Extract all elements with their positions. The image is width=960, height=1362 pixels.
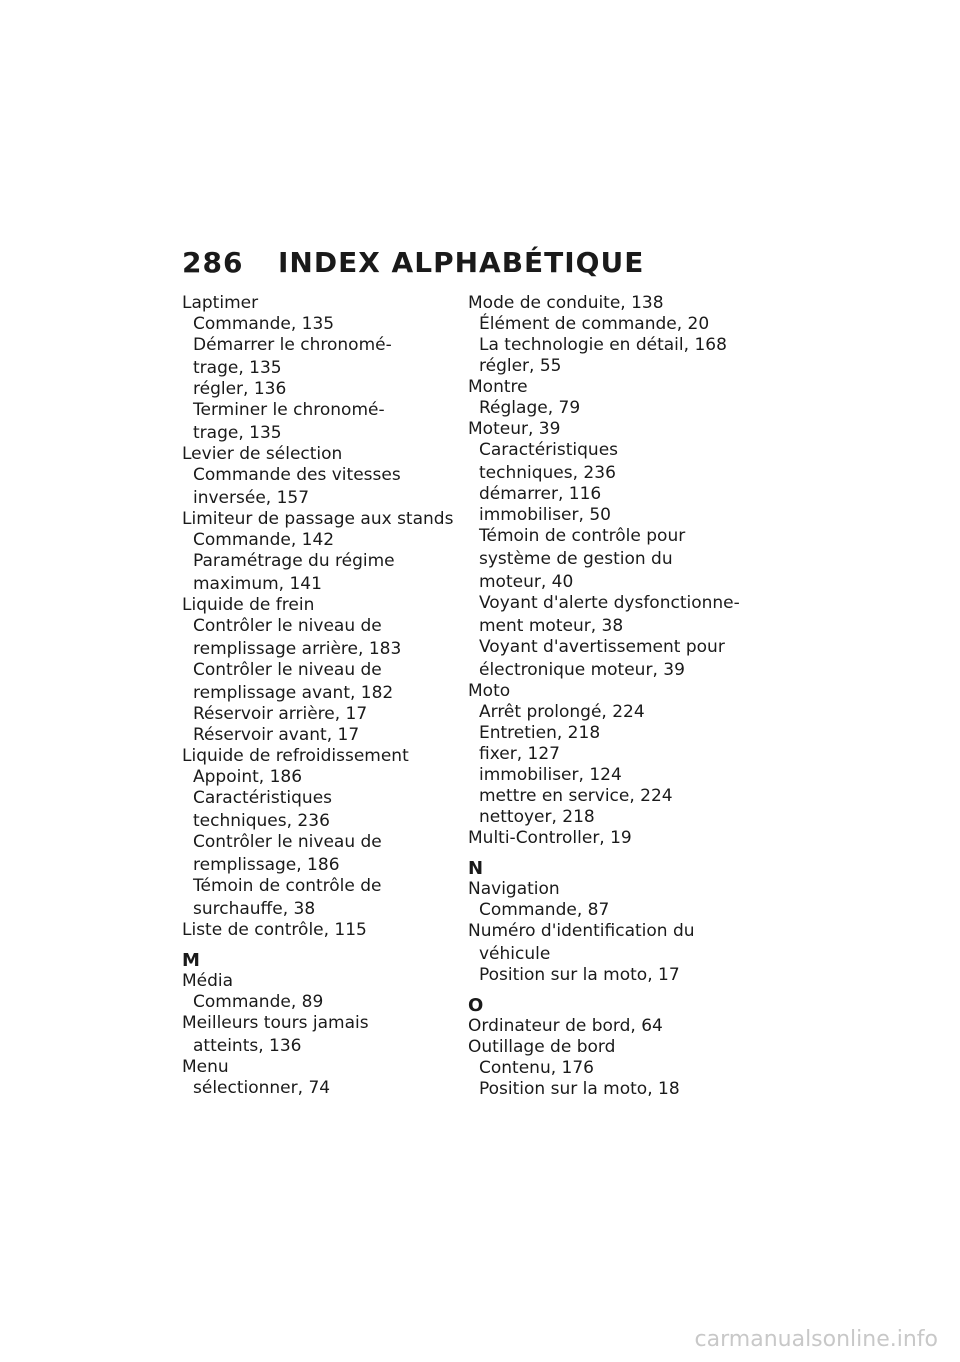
index-subentry: trage, 135 bbox=[193, 423, 282, 443]
index-subentry: Démarrer le chronomé- bbox=[193, 335, 392, 355]
index-subentry: surchauffe, 38 bbox=[193, 899, 316, 919]
index-subentry: Commande, 135 bbox=[193, 314, 335, 334]
index-subentry: Terminer le chronomé- bbox=[193, 400, 385, 420]
index-subentry: Réservoir avant, 17 bbox=[193, 725, 360, 745]
index-subentry: ment moteur, 38 bbox=[479, 616, 624, 636]
index-subentry: immobiliser, 50 bbox=[479, 505, 611, 525]
index-entry: Numéro d'identification du bbox=[468, 921, 695, 941]
index-subentry: nettoyer, 218 bbox=[479, 807, 595, 827]
page-header bbox=[182, 246, 644, 279]
index-subentry: immobiliser, 124 bbox=[479, 765, 622, 785]
index-subentry: Position sur la moto, 18 bbox=[479, 1079, 680, 1099]
index-subentry: La technologie en détail, 168 bbox=[479, 335, 727, 355]
index-entry: Montre bbox=[468, 377, 528, 397]
index-letter-heading: O bbox=[468, 995, 484, 1016]
index-subentry: Contenu, 176 bbox=[479, 1058, 594, 1078]
index-subentry: maximum, 141 bbox=[193, 574, 322, 594]
index-subentry: Paramétrage du régime bbox=[193, 551, 395, 571]
index-subentry: remplissage arrière, 183 bbox=[193, 639, 402, 659]
index-subentry: Commande des vitesses bbox=[193, 465, 401, 485]
index-subentry: Contrôler le niveau de bbox=[193, 660, 382, 680]
index-entry: Moto bbox=[468, 681, 511, 701]
page-number: 286 bbox=[182, 246, 244, 279]
index-subentry: Élément de commande, 20 bbox=[479, 314, 710, 334]
index-entry: Meilleurs tours jamais bbox=[182, 1013, 369, 1033]
index-subentry: régler, 136 bbox=[193, 379, 287, 399]
index-subentry: remplissage avant, 182 bbox=[193, 683, 394, 703]
index-subentry: techniques, 236 bbox=[193, 811, 330, 831]
index-entry: Liquide de frein bbox=[182, 595, 315, 615]
index-subentry: Contrôler le niveau de bbox=[193, 832, 382, 852]
index-subentry: moteur, 40 bbox=[479, 572, 574, 592]
index-entry: Média bbox=[182, 971, 234, 991]
index-entry: Limiteur de passage aux stands bbox=[182, 509, 454, 529]
index-subentry: démarrer, 116 bbox=[479, 484, 602, 504]
index-subentry: Témoin de contrôle de bbox=[193, 876, 382, 896]
index-letter-heading: N bbox=[468, 858, 484, 879]
index-subentry: Entretien, 218 bbox=[479, 723, 601, 743]
page-title: INDEX ALPHABÉTIQUE bbox=[278, 246, 645, 279]
index-subentry: Réservoir arrière, 17 bbox=[193, 704, 368, 724]
index-subentry: Réglage, 79 bbox=[479, 398, 581, 418]
index-subentry: inversée, 157 bbox=[193, 488, 310, 508]
index-column-left bbox=[182, 293, 462, 1099]
index-entry: Liquide de refroidissement bbox=[182, 746, 409, 766]
index-subentry: Position sur la moto, 17 bbox=[479, 965, 680, 985]
index-subentry: sélectionner, 74 bbox=[193, 1078, 331, 1098]
index-subentry: remplissage, 186 bbox=[193, 855, 340, 875]
index-entry: Outillage de bord bbox=[468, 1037, 616, 1057]
index-subentry: Voyant d'avertissement pour bbox=[479, 637, 725, 657]
index-subentry: véhicule bbox=[479, 944, 551, 964]
index-subentry: Commande, 87 bbox=[479, 900, 610, 920]
index-subentry: Arrêt prolongé, 224 bbox=[479, 702, 645, 722]
index-entry: Levier de sélection bbox=[182, 444, 343, 464]
index-subentry: Commande, 142 bbox=[193, 530, 335, 550]
index-entry: Ordinateur de bord, 64 bbox=[468, 1016, 663, 1036]
watermark: carmanualsonline.info bbox=[694, 1327, 938, 1352]
index-subentry: Voyant d'alerte dysfonctionne- bbox=[479, 593, 740, 613]
index-entry: Navigation bbox=[468, 879, 560, 899]
index-entry: Moteur, 39 bbox=[468, 419, 561, 439]
index-subentry: techniques, 236 bbox=[479, 463, 616, 483]
index-subentry: mettre en service, 224 bbox=[479, 786, 673, 806]
index-entry: Menu bbox=[182, 1057, 229, 1077]
index-subentry: Caractéristiques bbox=[193, 788, 333, 808]
index-subentry: Contrôler le niveau de bbox=[193, 616, 382, 636]
index-subentry: régler, 55 bbox=[479, 356, 562, 376]
index-subentry: électronique moteur, 39 bbox=[479, 660, 685, 680]
index-entry: Multi-Controller, 19 bbox=[468, 828, 632, 848]
index-subentry: Appoint, 186 bbox=[193, 767, 303, 787]
index-subentry: atteints, 136 bbox=[193, 1036, 302, 1056]
index-column-right bbox=[468, 293, 748, 1100]
index-entry: Mode de conduite, 138 bbox=[468, 293, 664, 313]
index-subentry: Caractéristiques bbox=[479, 440, 619, 460]
index-entry: Laptimer bbox=[182, 293, 259, 313]
index-subentry: trage, 135 bbox=[193, 358, 282, 378]
index-entry: Liste de contrôle, 115 bbox=[182, 920, 367, 940]
index-subentry: fixer, 127 bbox=[479, 744, 560, 764]
index-subentry: système de gestion du bbox=[479, 549, 673, 569]
index-letter-heading: M bbox=[182, 950, 200, 971]
index-subentry: Commande, 89 bbox=[193, 992, 324, 1012]
index-subentry: Témoin de contrôle pour bbox=[479, 526, 686, 546]
